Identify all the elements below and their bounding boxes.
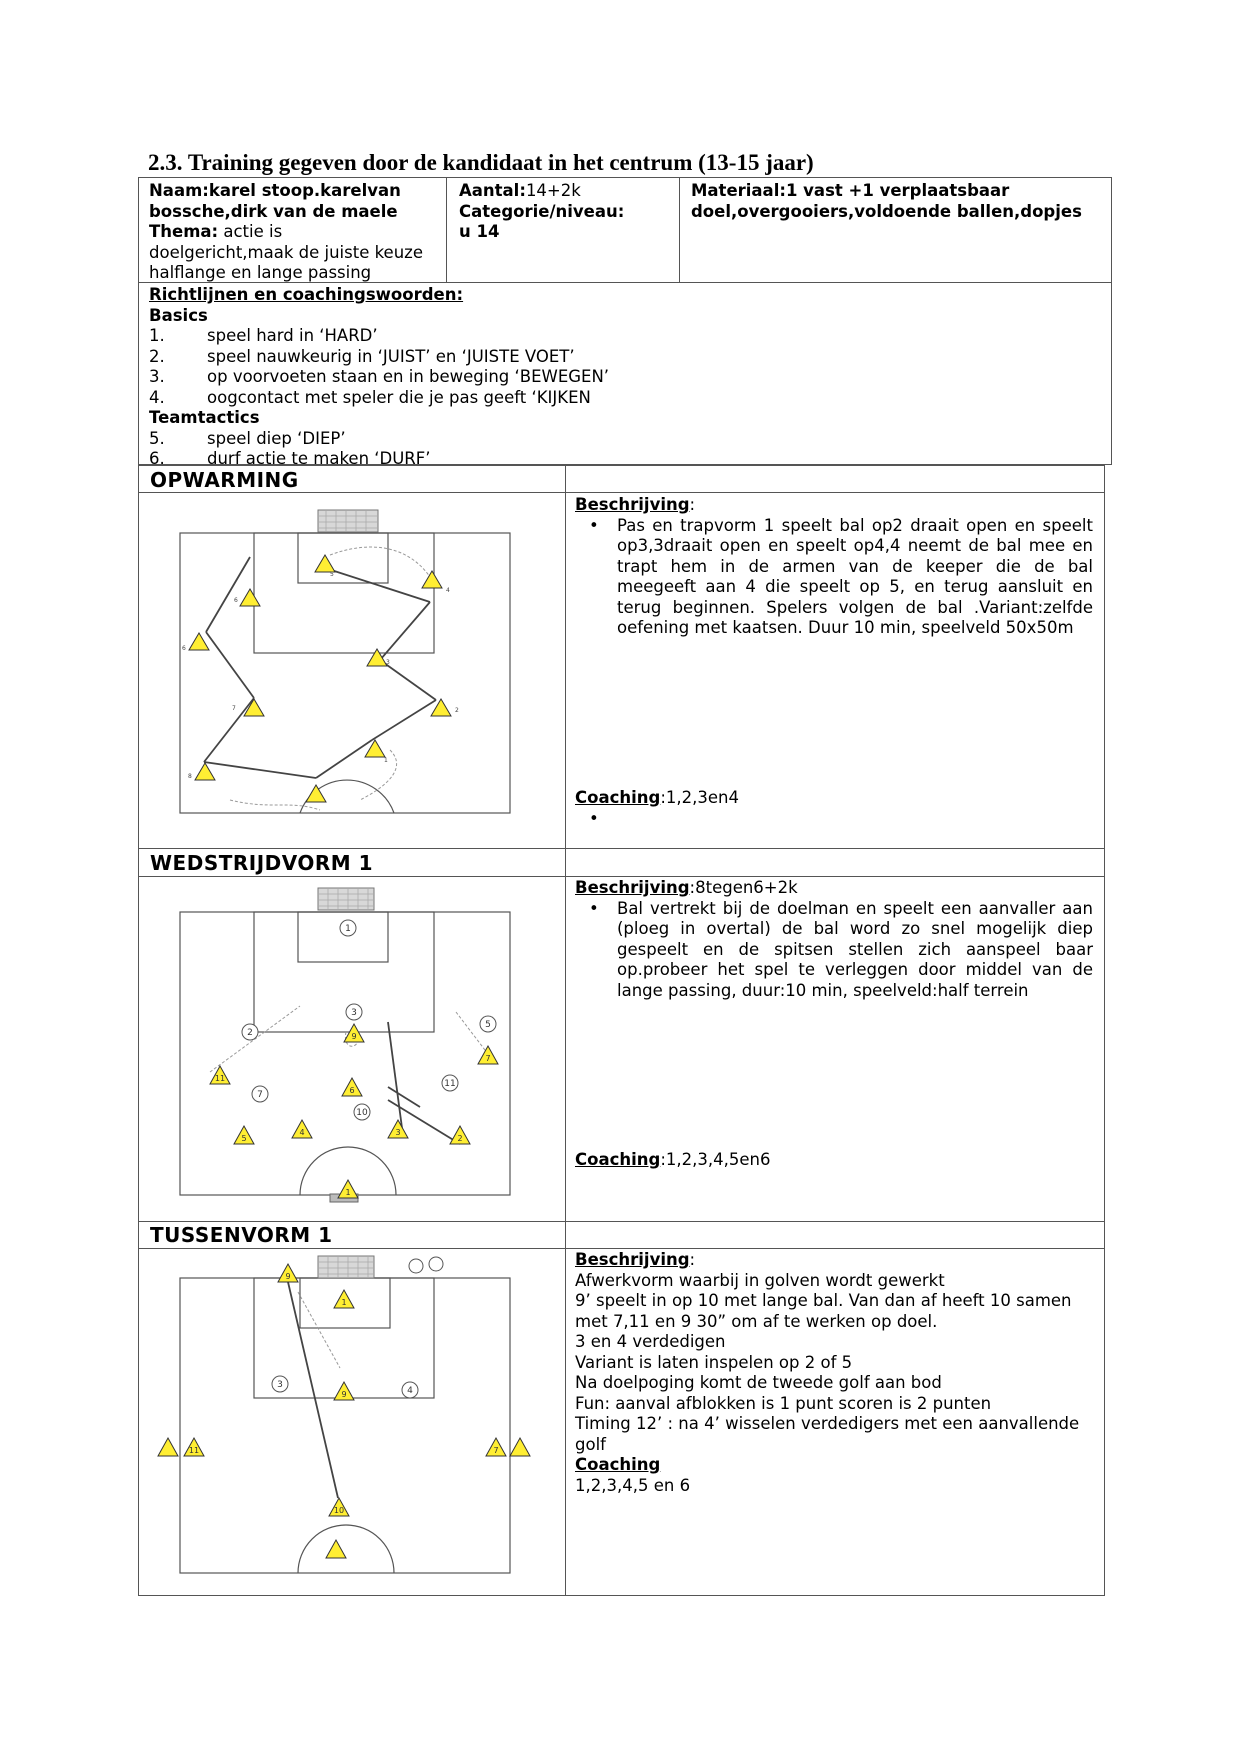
wedstrijdvorm-coaching (575, 1150, 1093, 1171)
description-bullets (575, 516, 1093, 639)
guidelines-heading: Richtlijnen en coachingswoorden: (149, 285, 464, 304)
triangle-number: 2 (457, 1134, 463, 1143)
teamtactics-text: speel diep ‘DIEP’ (207, 428, 346, 448)
goal-area (298, 533, 388, 583)
page-title: 2.3. Training gegeven door de kandidaat in het centrum (13-15 jaar) (148, 150, 814, 175)
triangle-player (195, 763, 215, 780)
goal-area (298, 912, 388, 962)
pass-arrows (288, 1282, 338, 1498)
basics-text: op voorvoeten staan en in beweging ‘BEWEGEN’ (207, 367, 610, 386)
row-line (138, 1221, 1105, 1222)
goal-net (318, 1256, 374, 1278)
pitch-lines (180, 1278, 510, 1573)
triangle-player (510, 1438, 530, 1456)
player-number: 3 (386, 659, 390, 666)
arrow (288, 1282, 338, 1498)
basics-text: speel hard in ‘HARD’ (207, 326, 378, 345)
player-number: 6 (182, 645, 186, 652)
player-number: 7 (232, 705, 236, 712)
wedstrijdvorm-title: WEDSTRIJDVORM 1 (150, 851, 374, 875)
arrow (372, 700, 436, 740)
description-line: Na doelpoging komt de tweede golf aan bod (575, 1373, 942, 1392)
coaching-value: 1,2,3,4,5 en 6 (575, 1475, 691, 1495)
triangle-number: 4 (299, 1128, 305, 1137)
description-line: Afwerkvorm waarbij in golven wordt gewerkt (575, 1270, 945, 1290)
basics-item (149, 367, 1089, 388)
basics-item (149, 326, 1089, 347)
materiaal-line-2: doel,overgooiers,voldoende ballen,dopjes (691, 201, 1082, 221)
thema-value-3: halflange en lange passing (149, 263, 372, 282)
thema-label: Thema: (149, 222, 219, 241)
naam-value-2: bossche,dirk van de maele (149, 201, 398, 221)
categorie-label: Categorie/niveau: (459, 201, 625, 221)
arrow (204, 762, 316, 778)
wedstrijdvorm-diagram (170, 882, 520, 1212)
aantal-value: 14+2k (525, 181, 581, 200)
pitch-outline (180, 912, 510, 1195)
beschrijving-suffix: :8tegen6+2k (689, 878, 798, 897)
arrow (316, 740, 372, 778)
ball (409, 1259, 423, 1273)
basics-text: speel nauwkeurig in ‘JUIST’ en ‘JUISTE VOET’ (207, 346, 575, 366)
teamtactics-text: durf actie te maken ‘DURF’ (207, 449, 431, 468)
triangle-number: 9 (351, 1032, 357, 1041)
center-arc (298, 1525, 394, 1573)
player-number: 6 (234, 597, 238, 604)
arrow (204, 698, 254, 762)
naam-cell (149, 181, 441, 284)
description-line: Timing 12’ : na 4’ wisselen verdedigers met een aanvallende (575, 1414, 1080, 1433)
arrow (380, 660, 436, 700)
description-line: golf (575, 1434, 606, 1454)
coaching-value: :1,2,3,4,5en6 (660, 1150, 771, 1169)
triangle-number: 10 (333, 1506, 345, 1515)
row-line (138, 848, 1105, 849)
tussenvorm-title: TUSSENVORM 1 (150, 1223, 333, 1247)
teamtactics-heading: Teamtactics (149, 408, 260, 427)
triangle-number: 11 (214, 1074, 226, 1083)
triangle-player (189, 633, 209, 650)
triangle-player (367, 649, 387, 666)
player-number: 5 (330, 571, 334, 578)
arrow (325, 568, 430, 602)
triangle-number: 3 (395, 1128, 401, 1137)
pitch-outline (180, 1278, 510, 1573)
description-line: met 7,11 en 9 30” om af te werken op doel. (575, 1311, 938, 1331)
circle-number: 1 (345, 924, 351, 934)
opwarming-coaching (575, 788, 1093, 829)
triangle-number: 6 (349, 1086, 355, 1095)
aantal-cell (459, 181, 669, 243)
header-table (138, 177, 1112, 283)
arrow (388, 1087, 420, 1107)
coaching-label: Coaching (575, 1150, 661, 1169)
coaching-bullets (575, 809, 1093, 830)
triangle-player (306, 785, 326, 802)
triangle-number: 9 (285, 1272, 291, 1281)
triangle-number: 5 (241, 1134, 247, 1143)
balls (409, 1257, 443, 1273)
run-paths (298, 1292, 340, 1368)
tussenvorm-diagram (148, 1252, 548, 1587)
row-line (138, 1248, 1105, 1249)
player-number: 1 (384, 757, 388, 764)
beschrijving-label: Beschrijving (575, 495, 690, 514)
basics-num: 3. (149, 367, 165, 386)
beschrijving-label: Beschrijving (575, 878, 690, 897)
header-divider-1 (446, 177, 447, 283)
circle-number: 2 (247, 1028, 253, 1038)
player-number: 8 (188, 773, 192, 780)
circle-number: 11 (444, 1079, 456, 1089)
beschrijving-label: Beschrijving (575, 1250, 690, 1269)
basics-num: 1. (149, 326, 165, 345)
player-number: 4 (446, 587, 450, 594)
triangle-player (240, 589, 260, 606)
player-number: 2 (455, 707, 459, 714)
col-divider (565, 465, 566, 1596)
basics-heading: Basics (149, 305, 208, 325)
goal-net (318, 888, 374, 910)
materiaal-line-1: Materiaal:1 vast +1 verplaatsbaar (691, 181, 1010, 200)
basics-num: 2. (149, 346, 165, 366)
circle-number: 4 (407, 1386, 413, 1396)
opwarming-title: OPWARMING (150, 468, 299, 492)
header-divider-2 (679, 177, 680, 283)
basics-item (149, 388, 1089, 409)
guidelines-content (149, 285, 1089, 470)
guidelines-box (138, 282, 1112, 468)
circle-number: 3 (277, 1380, 283, 1390)
triangle-player (158, 1438, 178, 1456)
row-line (138, 492, 1105, 493)
triangle-player (315, 555, 335, 572)
teamtactics-num: 5. (149, 428, 165, 448)
thema-value: actie is (218, 222, 283, 241)
basics-text: oogcontact met speler die je pas geeft ‘KIJKEN (207, 387, 591, 407)
categorie-value: u 14 (459, 222, 500, 241)
penalty-area (254, 533, 434, 653)
arrow (380, 602, 430, 660)
description-line: 3 en 4 verdedigen (575, 1332, 726, 1351)
triangle-number: 11 (188, 1446, 200, 1455)
circle-numbers (247, 924, 491, 1118)
teamtactics-num: 6. (149, 449, 165, 468)
coaching-label: Coaching (575, 1455, 661, 1474)
beschrijving-suffix: : (689, 495, 696, 514)
triangle-number: 1 (341, 1298, 347, 1307)
triangle-number: 7 (493, 1446, 499, 1455)
triangle-player (422, 571, 442, 588)
tussenvorm-description (575, 1250, 1093, 1496)
opwarming-description (575, 495, 1093, 639)
basics-num: 4. (149, 387, 165, 407)
description-line: 9’ speelt in op 10 met lange bal. Van dan af heeft 10 samen (575, 1291, 1072, 1310)
beschrijving-suffix: : (689, 1250, 696, 1269)
circle-number: 3 (351, 1008, 357, 1018)
teamtactics-item (149, 429, 1089, 450)
coaching-value: :1,2,3en4 (660, 788, 739, 807)
goal-net (318, 510, 378, 532)
triangle-numbers (215, 1032, 491, 1197)
basics-item (149, 347, 1089, 368)
arrow (206, 632, 254, 698)
arrow (206, 557, 250, 632)
triangle-player (326, 1540, 346, 1558)
description-line: Variant is laten inspelen op 2 of 5 (575, 1352, 853, 1372)
pitch-lines (180, 912, 510, 1195)
triangle-number: 1 (345, 1188, 351, 1197)
description-line: Fun: aanval afblokken is 1 punt scoren is 2 punten (575, 1393, 992, 1413)
opwarming-diagram (170, 500, 520, 820)
circle-number: 7 (257, 1090, 263, 1100)
materiaal-cell (691, 181, 1111, 222)
naam-value: karel stoop.karelvan (208, 181, 401, 200)
description-bullet: • Pas en trapvorm 1 speelt bal op2 draait open en speelt op3,3draait open en speelt op4,4 neemt de bal mee en trapt hem in de armen van de keeper die de bal meegeeft aan 4 die speelt op 5, en terug aansluit en terug beginnen. Spelers volgen de bal .Variant:zelfde oefening met kaatsen. Duur 10 min, speelveld 50x50m (575, 516, 1093, 639)
circle-number: 5 (485, 1020, 491, 1030)
triangle-number: 9 (341, 1390, 347, 1399)
wedstrijdvorm-description (575, 878, 1093, 1001)
naam-label: Naam: (149, 181, 209, 200)
ball (429, 1257, 443, 1271)
arrow (388, 1022, 402, 1128)
coaching-bullet-empty (575, 809, 1093, 830)
thema-value-2: doelgericht,maak de juiste keuze (149, 242, 423, 262)
row-line (138, 876, 1105, 877)
aantal-label: Aantal: (459, 181, 526, 200)
description-bullet: • Bal vertrekt bij de doelman en speelt een aanvaller aan (ploeg in overtal) de bal word zo snel mogelijk diep gespeelt en de spitsen stellen zich aanspeel baar op.probeer het spel te verleggen door middel van de lange passing, duur:10 min, speelveld:half terrein (575, 899, 1093, 1002)
circle-number: 10 (356, 1108, 368, 1118)
description-bullets (575, 899, 1093, 1002)
coaching-label: Coaching (575, 788, 661, 807)
triangle-number: 7 (485, 1054, 491, 1063)
pass-arrows (204, 557, 436, 778)
